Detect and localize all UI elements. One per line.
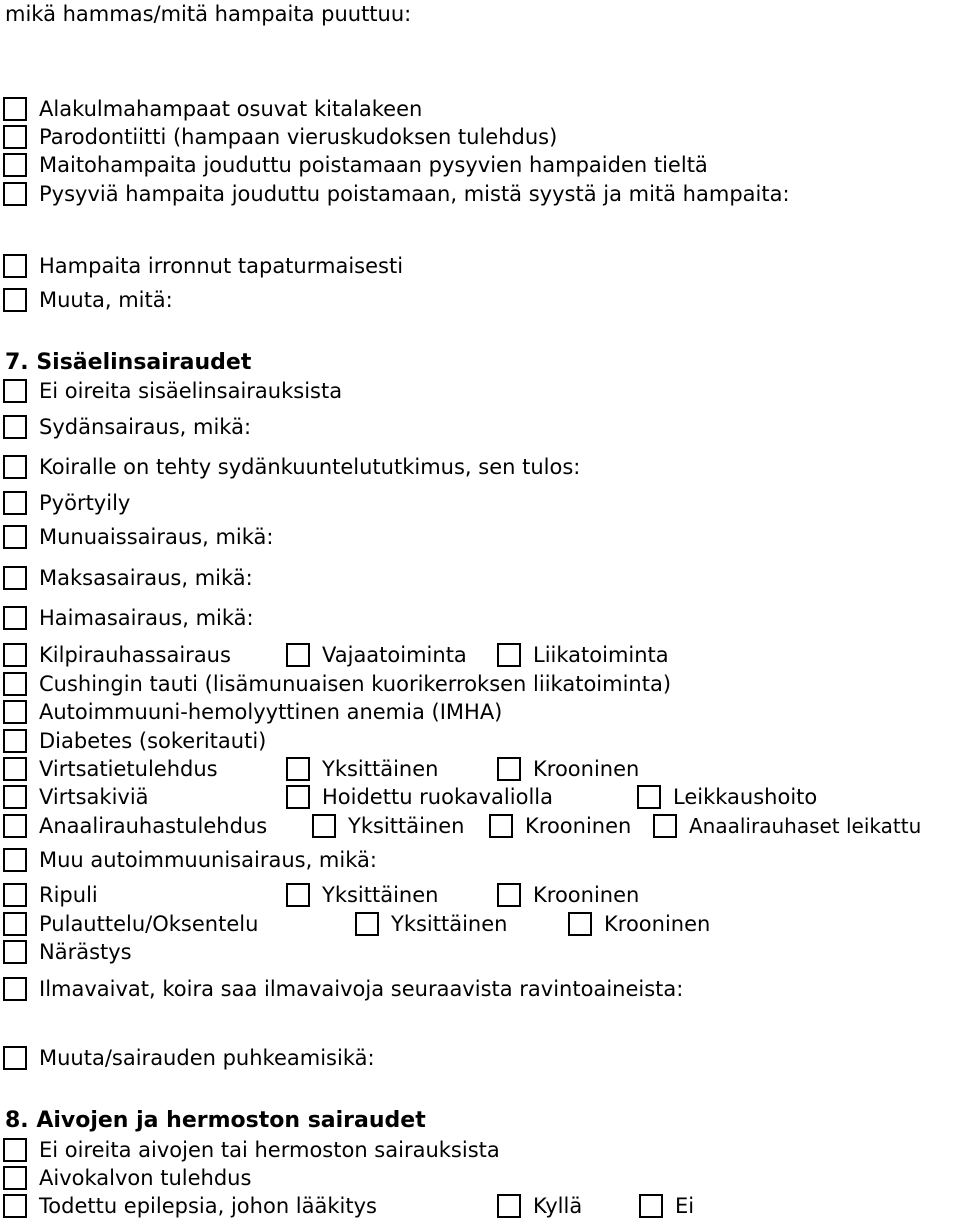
checkbox-icon[interactable] <box>568 912 592 936</box>
option-label: Ei oireita sisäelinsairauksista <box>39 379 343 403</box>
checkbox-icon[interactable] <box>3 643 27 667</box>
checkbox-icon[interactable] <box>3 415 27 439</box>
checkbox-icon[interactable] <box>653 814 677 838</box>
checkbox-icon[interactable] <box>3 977 27 1001</box>
option-item[interactable] <box>3 123 557 151</box>
option-item[interactable] <box>497 755 639 783</box>
option-item[interactable] <box>3 698 502 726</box>
option-label: Liikatoiminta <box>533 643 669 667</box>
checkbox-icon[interactable] <box>3 785 27 809</box>
option-item[interactable] <box>637 783 817 811</box>
option-item[interactable] <box>3 564 253 592</box>
option-item[interactable] <box>3 489 130 517</box>
checkbox-icon[interactable] <box>3 288 27 312</box>
option-label: Leikkaushoito <box>673 785 818 809</box>
checkbox-icon[interactable] <box>3 1166 27 1190</box>
option-item[interactable] <box>489 812 631 840</box>
option-item[interactable] <box>286 755 438 783</box>
option-item[interactable] <box>568 910 710 938</box>
checkbox-icon[interactable] <box>3 182 27 206</box>
option-label: Pulauttelu/Oksentelu <box>39 912 259 936</box>
checkbox-icon[interactable] <box>3 525 27 549</box>
option-item[interactable] <box>3 151 708 179</box>
option-item[interactable] <box>3 755 218 783</box>
option-item[interactable] <box>3 846 377 874</box>
option-label: Muuta/sairauden puhkeamisikä: <box>39 1046 375 1070</box>
option-label: Yksittäinen <box>348 814 465 838</box>
option-label: Muu autoimmuunisairaus, mikä: <box>39 848 377 872</box>
checkbox-icon[interactable] <box>355 912 379 936</box>
option-label: Aivokalvon tulehdus <box>39 1166 252 1190</box>
option-label: Vajaatoiminta <box>322 643 467 667</box>
option-item[interactable] <box>286 881 438 909</box>
option-label: Yksittäinen <box>391 912 508 936</box>
option-item[interactable] <box>3 881 98 909</box>
option-label: Alakulmahampaat osuvat kitalakeen <box>39 97 423 121</box>
option-item[interactable] <box>3 1192 377 1220</box>
checkbox-icon[interactable] <box>3 97 27 121</box>
option-label: Parodontiitti (hampaan vieruskudoksen tulehdus) <box>39 125 558 149</box>
option-item[interactable] <box>286 783 553 811</box>
checkbox-icon[interactable] <box>3 940 27 964</box>
checkbox-icon[interactable] <box>3 757 27 781</box>
checkbox-icon[interactable] <box>3 1138 27 1162</box>
option-label: Maitohampaita jouduttu poistamaan pysyvien hampaiden tieltä <box>39 153 708 177</box>
checkbox-icon[interactable] <box>3 606 27 630</box>
option-label: Krooninen <box>533 757 640 781</box>
option-item[interactable] <box>3 812 267 840</box>
checkbox-icon[interactable] <box>3 883 27 907</box>
option-label: Haimasairaus, mikä: <box>39 606 254 630</box>
checkbox-icon[interactable] <box>489 814 513 838</box>
checkbox-icon[interactable] <box>3 1194 27 1218</box>
option-label: Ripuli <box>39 883 98 907</box>
option-item[interactable] <box>3 286 173 314</box>
option-item[interactable] <box>3 453 580 481</box>
option-label: Kilpirauhassairaus <box>39 643 231 667</box>
option-label: Närästys <box>39 940 132 964</box>
checkbox-icon[interactable] <box>497 883 521 907</box>
checkbox-icon[interactable] <box>286 643 310 667</box>
option-label: Pysyviä hampaita jouduttu poistamaan, mistä syystä ja mitä hampaita: <box>39 182 790 206</box>
option-label: Koiralle on tehty sydänkuuntelututkimus, sen tulos: <box>39 455 581 479</box>
option-item[interactable] <box>497 641 669 669</box>
option-label: Hampaita irronnut tapaturmaisesti <box>39 254 404 278</box>
checkbox-icon[interactable] <box>286 757 310 781</box>
checkbox-icon[interactable] <box>3 153 27 177</box>
option-label: Hoidettu ruokavaliolla <box>322 785 553 809</box>
option-item[interactable] <box>3 604 254 632</box>
section-8-heading: 8. Aivojen ja hermoston sairaudet <box>5 1108 426 1133</box>
option-item[interactable] <box>355 910 507 938</box>
checkbox-icon[interactable] <box>497 1194 521 1218</box>
checkbox-icon[interactable] <box>3 125 27 149</box>
option-item[interactable] <box>497 1192 582 1220</box>
option-label: Anaalirauhaset leikattu <box>689 814 922 838</box>
checkbox-icon[interactable] <box>3 700 27 724</box>
checkbox-icon[interactable] <box>286 785 310 809</box>
option-label: Ilmavaivat, koira saa ilmavaivoja seuraavista ravintoaineista: <box>39 977 684 1001</box>
option-item[interactable] <box>312 812 464 840</box>
option-item[interactable] <box>3 413 251 441</box>
option-label: Todettu epilepsia, johon lääkitys <box>39 1194 377 1218</box>
option-item[interactable] <box>3 1164 251 1192</box>
option-item[interactable] <box>3 523 273 551</box>
option-label: Krooninen <box>533 883 640 907</box>
option-label: Sydänsairaus, mikä: <box>39 415 252 439</box>
checkbox-icon[interactable] <box>3 848 27 872</box>
option-label: Virtsakiviä <box>39 785 149 809</box>
option-item[interactable] <box>286 641 467 669</box>
option-label: Krooninen <box>525 814 632 838</box>
checkbox-icon[interactable] <box>3 491 27 515</box>
option-item[interactable] <box>3 95 422 123</box>
option-item[interactable] <box>3 938 132 966</box>
option-label: Ei oireita aivojen tai hermoston sairauksista <box>39 1138 500 1162</box>
option-label: Kyllä <box>533 1194 583 1218</box>
option-label: Muuta, mitä: <box>39 288 173 312</box>
option-item[interactable] <box>3 180 790 208</box>
option-label: Yksittäinen <box>322 883 439 907</box>
checkbox-icon[interactable] <box>286 883 310 907</box>
option-label: Krooninen <box>604 912 711 936</box>
option-item[interactable] <box>3 1044 375 1072</box>
checkbox-icon[interactable] <box>497 757 521 781</box>
option-label: Munuaissairaus, mikä: <box>39 525 274 549</box>
option-item[interactable] <box>3 1136 500 1164</box>
intro-text: mikä hammas/mitä hampaita puuttuu: <box>5 2 412 26</box>
option-item[interactable] <box>3 783 149 811</box>
option-label: Ei <box>675 1194 695 1218</box>
checkbox-icon[interactable] <box>497 643 521 667</box>
checkbox-icon[interactable] <box>3 254 27 278</box>
checkbox-icon[interactable] <box>3 455 27 479</box>
checkbox-icon[interactable] <box>3 379 27 403</box>
option-label: Pyörtyily <box>39 491 131 515</box>
option-item[interactable] <box>3 252 403 280</box>
checkbox-icon[interactable] <box>3 672 27 696</box>
option-item[interactable] <box>3 910 258 938</box>
checkbox-icon[interactable] <box>637 785 661 809</box>
option-label: Anaalirauhastulehdus <box>39 814 268 838</box>
option-item[interactable] <box>3 975 683 1003</box>
option-item[interactable] <box>3 670 671 698</box>
option-label: Cushingin tauti (lisämunuaisen kuorikerroksen liikatoiminta) <box>39 672 672 696</box>
checkbox-icon[interactable] <box>3 566 27 590</box>
option-item[interactable] <box>653 812 921 840</box>
checkbox-icon[interactable] <box>3 1046 27 1070</box>
section-7-heading: 7. Sisäelinsairaudet <box>5 350 252 375</box>
option-label: Maksasairaus, mikä: <box>39 566 253 590</box>
option-label: Yksittäinen <box>322 757 439 781</box>
option-label: Diabetes (sokeritauti) <box>39 729 267 753</box>
option-item[interactable] <box>3 641 231 669</box>
option-item[interactable] <box>497 881 639 909</box>
option-item[interactable] <box>639 1192 694 1220</box>
checkbox-icon[interactable] <box>639 1194 663 1218</box>
checkbox-icon[interactable] <box>312 814 336 838</box>
option-label: Autoimmuuni-hemolyyttinen anemia (IMHA) <box>39 700 503 724</box>
option-item[interactable] <box>3 377 342 405</box>
checkbox-icon[interactable] <box>3 729 27 753</box>
option-item[interactable] <box>3 727 266 755</box>
checkbox-icon[interactable] <box>3 814 27 838</box>
option-label: Virtsatietulehdus <box>39 757 218 781</box>
checkbox-icon[interactable] <box>3 912 27 936</box>
